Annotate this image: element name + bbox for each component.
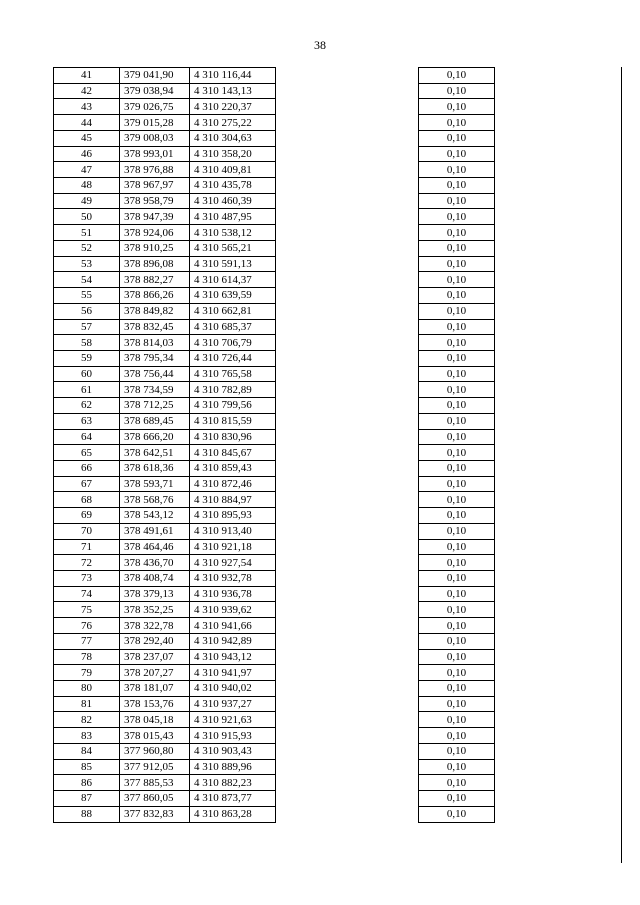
table-row [419, 602, 495, 618]
x-coordinate-cell: 378 993,01 [120, 146, 190, 162]
table-row [419, 178, 495, 194]
table-row [419, 712, 495, 728]
x-coordinate-cell: 378 947,39 [120, 209, 190, 225]
y-coordinate-cell: 4 310 639,59 [190, 288, 276, 304]
table-row [54, 335, 276, 351]
table-row [54, 162, 276, 178]
point-number-cell: 57 [54, 319, 120, 335]
point-number-cell: 54 [54, 272, 120, 288]
point-number-cell: 72 [54, 555, 120, 571]
table-row [419, 523, 495, 539]
point-number-cell: 81 [54, 696, 120, 712]
table-row [54, 571, 276, 587]
point-number-cell: 59 [54, 350, 120, 366]
table-row [419, 288, 495, 304]
point-number-cell: 53 [54, 256, 120, 272]
page-number: 38 [314, 38, 326, 52]
table-row [54, 398, 276, 414]
table-row [419, 240, 495, 256]
table-row [54, 193, 276, 209]
table-row [54, 445, 276, 461]
y-coordinate-cell: 4 310 936,78 [190, 586, 276, 602]
table-row [54, 429, 276, 445]
y-coordinate-cell: 4 310 921,18 [190, 539, 276, 555]
table-row [419, 508, 495, 524]
accuracy-cell: 0,10 [419, 225, 495, 241]
table-row [54, 68, 276, 84]
point-number-cell: 51 [54, 225, 120, 241]
table-row [419, 99, 495, 115]
x-coordinate-cell: 378 642,51 [120, 445, 190, 461]
accuracy-cell: 0,10 [419, 523, 495, 539]
point-number-cell: 78 [54, 649, 120, 665]
table-row [54, 539, 276, 555]
point-number-cell: 65 [54, 445, 120, 461]
table-row [54, 555, 276, 571]
y-coordinate-cell: 4 310 409,81 [190, 162, 276, 178]
table-row [54, 665, 276, 681]
table-row [419, 649, 495, 665]
y-coordinate-cell: 4 310 932,78 [190, 571, 276, 587]
point-number-cell: 64 [54, 429, 120, 445]
table-row [54, 256, 276, 272]
point-number-cell: 41 [54, 68, 120, 84]
x-coordinate-cell: 378 666,20 [120, 429, 190, 445]
table-row [54, 460, 276, 476]
accuracy-cell: 0,10 [419, 665, 495, 681]
table-row [419, 696, 495, 712]
x-coordinate-cell: 377 885,53 [120, 775, 190, 791]
accuracy-cell: 0,10 [419, 115, 495, 131]
accuracy-cell: 0,10 [419, 413, 495, 429]
accuracy-cell: 0,10 [419, 193, 495, 209]
accuracy-cell: 0,10 [419, 146, 495, 162]
point-number-cell: 56 [54, 303, 120, 319]
point-number-cell: 76 [54, 618, 120, 634]
accuracy-cell: 0,10 [419, 602, 495, 618]
table-row [54, 743, 276, 759]
accuracy-cell: 0,10 [419, 508, 495, 524]
x-coordinate-cell: 378 181,07 [120, 681, 190, 697]
x-coordinate-cell: 377 860,05 [120, 791, 190, 807]
y-coordinate-cell: 4 310 882,23 [190, 775, 276, 791]
table-row [419, 476, 495, 492]
table-row [54, 492, 276, 508]
table-row [419, 618, 495, 634]
x-coordinate-cell: 378 491,61 [120, 523, 190, 539]
y-coordinate-cell: 4 310 895,93 [190, 508, 276, 524]
table-row [54, 413, 276, 429]
y-coordinate-cell: 4 310 873,77 [190, 791, 276, 807]
table-row [54, 240, 276, 256]
accuracy-cell: 0,10 [419, 288, 495, 304]
y-coordinate-cell: 4 310 943,12 [190, 649, 276, 665]
x-coordinate-cell: 378 832,45 [120, 319, 190, 335]
accuracy-cell: 0,10 [419, 555, 495, 571]
y-coordinate-cell: 4 310 815,59 [190, 413, 276, 429]
point-number-cell: 67 [54, 476, 120, 492]
accuracy-cell: 0,10 [419, 586, 495, 602]
table-row [419, 225, 495, 241]
accuracy-cell: 0,10 [419, 618, 495, 634]
table-row [54, 476, 276, 492]
x-coordinate-cell: 378 882,27 [120, 272, 190, 288]
point-number-cell: 85 [54, 759, 120, 775]
x-coordinate-cell: 378 322,78 [120, 618, 190, 634]
x-coordinate-cell: 378 568,76 [120, 492, 190, 508]
table-row [419, 115, 495, 131]
y-coordinate-cell: 4 310 915,93 [190, 728, 276, 744]
table-row [54, 759, 276, 775]
accuracy-cell: 0,10 [419, 759, 495, 775]
x-coordinate-cell: 378 015,43 [120, 728, 190, 744]
x-coordinate-cell: 379 026,75 [120, 99, 190, 115]
x-coordinate-cell: 379 038,94 [120, 83, 190, 99]
point-number-cell: 47 [54, 162, 120, 178]
accuracy-cell: 0,10 [419, 681, 495, 697]
table-row [419, 429, 495, 445]
table-row [54, 382, 276, 398]
y-coordinate-cell: 4 310 460,39 [190, 193, 276, 209]
y-coordinate-cell: 4 310 435,78 [190, 178, 276, 194]
y-coordinate-cell: 4 310 685,37 [190, 319, 276, 335]
accuracy-cell: 0,10 [419, 130, 495, 146]
y-coordinate-cell: 4 310 487,95 [190, 209, 276, 225]
accuracy-cell: 0,10 [419, 398, 495, 414]
table-row [419, 256, 495, 272]
y-coordinate-cell: 4 310 662,81 [190, 303, 276, 319]
y-coordinate-cell: 4 310 941,97 [190, 665, 276, 681]
point-number-cell: 63 [54, 413, 120, 429]
table-row [419, 303, 495, 319]
table-row [419, 728, 495, 744]
table-row [419, 633, 495, 649]
table-row [419, 272, 495, 288]
y-coordinate-cell: 4 310 275,22 [190, 115, 276, 131]
table-row [419, 398, 495, 414]
y-coordinate-cell: 4 310 765,58 [190, 366, 276, 382]
x-coordinate-cell: 378 976,88 [120, 162, 190, 178]
table-row [54, 99, 276, 115]
point-number-cell: 60 [54, 366, 120, 382]
accuracy-cell: 0,10 [419, 633, 495, 649]
point-number-cell: 87 [54, 791, 120, 807]
table-row [419, 319, 495, 335]
accuracy-table [418, 67, 495, 823]
table-row [419, 571, 495, 587]
point-number-cell: 88 [54, 806, 120, 822]
accuracy-cell: 0,10 [419, 382, 495, 398]
y-coordinate-cell: 4 310 845,67 [190, 445, 276, 461]
point-number-cell: 86 [54, 775, 120, 791]
point-number-cell: 52 [54, 240, 120, 256]
x-coordinate-cell: 378 866,26 [120, 288, 190, 304]
x-coordinate-cell: 379 041,90 [120, 68, 190, 84]
point-number-cell: 62 [54, 398, 120, 414]
table-row [419, 335, 495, 351]
accuracy-cell: 0,10 [419, 366, 495, 382]
accuracy-cell: 0,10 [419, 335, 495, 351]
point-number-cell: 71 [54, 539, 120, 555]
y-coordinate-cell: 4 310 940,02 [190, 681, 276, 697]
table-row [419, 555, 495, 571]
y-coordinate-cell: 4 310 782,89 [190, 382, 276, 398]
table-row [54, 681, 276, 697]
table-row [54, 806, 276, 822]
table-row [419, 681, 495, 697]
point-number-cell: 66 [54, 460, 120, 476]
x-coordinate-cell: 378 967,97 [120, 178, 190, 194]
accuracy-cell: 0,10 [419, 68, 495, 84]
x-coordinate-cell: 378 045,18 [120, 712, 190, 728]
table-row [54, 618, 276, 634]
table-row [419, 413, 495, 429]
y-coordinate-cell: 4 310 830,96 [190, 429, 276, 445]
x-coordinate-cell: 378 436,70 [120, 555, 190, 571]
point-number-cell: 75 [54, 602, 120, 618]
table-row [54, 272, 276, 288]
y-coordinate-cell: 4 310 799,56 [190, 398, 276, 414]
y-coordinate-cell: 4 310 939,62 [190, 602, 276, 618]
point-number-cell: 77 [54, 633, 120, 649]
accuracy-cell: 0,10 [419, 649, 495, 665]
table-row [419, 806, 495, 822]
table-row [419, 162, 495, 178]
table-row [54, 225, 276, 241]
x-coordinate-cell: 378 756,44 [120, 366, 190, 382]
x-coordinate-cell: 379 008,03 [120, 130, 190, 146]
accuracy-cell: 0,10 [419, 539, 495, 555]
x-coordinate-cell: 378 958,79 [120, 193, 190, 209]
table-row [419, 445, 495, 461]
y-coordinate-cell: 4 310 927,54 [190, 555, 276, 571]
x-coordinate-cell: 378 464,46 [120, 539, 190, 555]
table-row [54, 791, 276, 807]
accuracy-cell: 0,10 [419, 303, 495, 319]
table-row [419, 366, 495, 382]
x-coordinate-cell: 378 352,25 [120, 602, 190, 618]
y-coordinate-cell: 4 310 220,37 [190, 99, 276, 115]
accuracy-cell: 0,10 [419, 806, 495, 822]
table-row [54, 319, 276, 335]
table-row [419, 146, 495, 162]
table-row [54, 775, 276, 791]
accuracy-cell: 0,10 [419, 240, 495, 256]
table-row [419, 209, 495, 225]
x-coordinate-cell: 378 543,12 [120, 508, 190, 524]
y-coordinate-cell: 4 310 937,27 [190, 696, 276, 712]
point-number-cell: 68 [54, 492, 120, 508]
point-number-cell: 82 [54, 712, 120, 728]
accuracy-cell: 0,10 [419, 319, 495, 335]
accuracy-cell: 0,10 [419, 83, 495, 99]
table-row [54, 649, 276, 665]
table-row [419, 759, 495, 775]
y-coordinate-cell: 4 310 913,40 [190, 523, 276, 539]
y-coordinate-cell: 4 310 565,21 [190, 240, 276, 256]
accuracy-cell: 0,10 [419, 775, 495, 791]
table-row [54, 633, 276, 649]
table-row [419, 68, 495, 84]
point-number-cell: 42 [54, 83, 120, 99]
y-coordinate-cell: 4 310 884,97 [190, 492, 276, 508]
x-coordinate-cell: 377 912,05 [120, 759, 190, 775]
y-coordinate-cell: 4 310 538,12 [190, 225, 276, 241]
accuracy-cell: 0,10 [419, 99, 495, 115]
table-row [419, 83, 495, 99]
accuracy-cell: 0,10 [419, 743, 495, 759]
x-coordinate-cell: 377 832,83 [120, 806, 190, 822]
accuracy-cell: 0,10 [419, 256, 495, 272]
y-coordinate-cell: 4 310 903,43 [190, 743, 276, 759]
point-number-cell: 84 [54, 743, 120, 759]
table-row [54, 696, 276, 712]
point-number-cell: 79 [54, 665, 120, 681]
point-number-cell: 74 [54, 586, 120, 602]
x-coordinate-cell: 378 292,40 [120, 633, 190, 649]
table-row [54, 586, 276, 602]
x-coordinate-cell: 378 924,06 [120, 225, 190, 241]
y-coordinate-cell: 4 310 116,44 [190, 68, 276, 84]
table-row [54, 288, 276, 304]
x-coordinate-cell: 378 896,08 [120, 256, 190, 272]
x-coordinate-cell: 378 712,25 [120, 398, 190, 414]
table-row [419, 382, 495, 398]
accuracy-cell: 0,10 [419, 728, 495, 744]
table-row [54, 366, 276, 382]
table-row [54, 523, 276, 539]
accuracy-cell: 0,10 [419, 178, 495, 194]
table-row [54, 83, 276, 99]
table-row [419, 586, 495, 602]
point-number-cell: 73 [54, 571, 120, 587]
table-row [54, 728, 276, 744]
x-coordinate-cell: 378 237,07 [120, 649, 190, 665]
accuracy-cell: 0,10 [419, 696, 495, 712]
table-row [54, 178, 276, 194]
point-number-cell: 58 [54, 335, 120, 351]
x-coordinate-cell: 379 015,28 [120, 115, 190, 131]
accuracy-cell: 0,10 [419, 492, 495, 508]
table-row [419, 743, 495, 759]
x-coordinate-cell: 378 814,03 [120, 335, 190, 351]
table-row [54, 130, 276, 146]
point-number-cell: 80 [54, 681, 120, 697]
accuracy-cell: 0,10 [419, 350, 495, 366]
table-row [419, 492, 495, 508]
table-row [419, 775, 495, 791]
y-coordinate-cell: 4 310 872,46 [190, 476, 276, 492]
table-row [54, 303, 276, 319]
point-number-cell: 55 [54, 288, 120, 304]
coordinates-table-body [54, 68, 276, 823]
x-coordinate-cell: 378 153,76 [120, 696, 190, 712]
x-coordinate-cell: 378 408,74 [120, 571, 190, 587]
table-row [419, 350, 495, 366]
y-coordinate-cell: 4 310 921,63 [190, 712, 276, 728]
y-coordinate-cell: 4 310 889,96 [190, 759, 276, 775]
table-row [419, 539, 495, 555]
table-row [54, 115, 276, 131]
table-row [54, 712, 276, 728]
table-row [54, 602, 276, 618]
accuracy-cell: 0,10 [419, 460, 495, 476]
table-row [54, 508, 276, 524]
y-coordinate-cell: 4 310 726,44 [190, 350, 276, 366]
y-coordinate-cell: 4 310 143,13 [190, 83, 276, 99]
y-coordinate-cell: 4 310 358,20 [190, 146, 276, 162]
accuracy-cell: 0,10 [419, 791, 495, 807]
point-number-cell: 50 [54, 209, 120, 225]
table-row [419, 665, 495, 681]
x-coordinate-cell: 378 379,13 [120, 586, 190, 602]
y-coordinate-cell: 4 310 591,13 [190, 256, 276, 272]
table-row [419, 791, 495, 807]
table-row [54, 350, 276, 366]
accuracy-cell: 0,10 [419, 445, 495, 461]
point-number-cell: 70 [54, 523, 120, 539]
accuracy-cell: 0,10 [419, 429, 495, 445]
x-coordinate-cell: 378 207,27 [120, 665, 190, 681]
accuracy-cell: 0,10 [419, 162, 495, 178]
x-coordinate-cell: 378 734,59 [120, 382, 190, 398]
table-row [419, 193, 495, 209]
point-number-cell: 69 [54, 508, 120, 524]
point-number-cell: 44 [54, 115, 120, 131]
coordinates-table [53, 67, 276, 823]
accuracy-cell: 0,10 [419, 272, 495, 288]
table-row [419, 460, 495, 476]
point-number-cell: 43 [54, 99, 120, 115]
x-coordinate-cell: 378 849,82 [120, 303, 190, 319]
y-coordinate-cell: 4 310 942,89 [190, 633, 276, 649]
x-coordinate-cell: 378 795,34 [120, 350, 190, 366]
accuracy-cell: 0,10 [419, 571, 495, 587]
y-coordinate-cell: 4 310 706,79 [190, 335, 276, 351]
y-coordinate-cell: 4 310 304,63 [190, 130, 276, 146]
point-number-cell: 61 [54, 382, 120, 398]
x-coordinate-cell: 378 593,71 [120, 476, 190, 492]
table-row [54, 146, 276, 162]
y-coordinate-cell: 4 310 941,66 [190, 618, 276, 634]
accuracy-cell: 0,10 [419, 476, 495, 492]
x-coordinate-cell: 378 910,25 [120, 240, 190, 256]
accuracy-cell: 0,10 [419, 209, 495, 225]
right-margin-line [621, 67, 622, 863]
x-coordinate-cell: 378 689,45 [120, 413, 190, 429]
point-number-cell: 83 [54, 728, 120, 744]
y-coordinate-cell: 4 310 859,43 [190, 460, 276, 476]
y-coordinate-cell: 4 310 614,37 [190, 272, 276, 288]
table-row [419, 130, 495, 146]
y-coordinate-cell: 4 310 863,28 [190, 806, 276, 822]
accuracy-table-body [419, 68, 495, 823]
x-coordinate-cell: 378 618,36 [120, 460, 190, 476]
table-row [54, 209, 276, 225]
accuracy-cell: 0,10 [419, 712, 495, 728]
point-number-cell: 45 [54, 130, 120, 146]
point-number-cell: 49 [54, 193, 120, 209]
x-coordinate-cell: 377 960,80 [120, 743, 190, 759]
point-number-cell: 48 [54, 178, 120, 194]
point-number-cell: 46 [54, 146, 120, 162]
